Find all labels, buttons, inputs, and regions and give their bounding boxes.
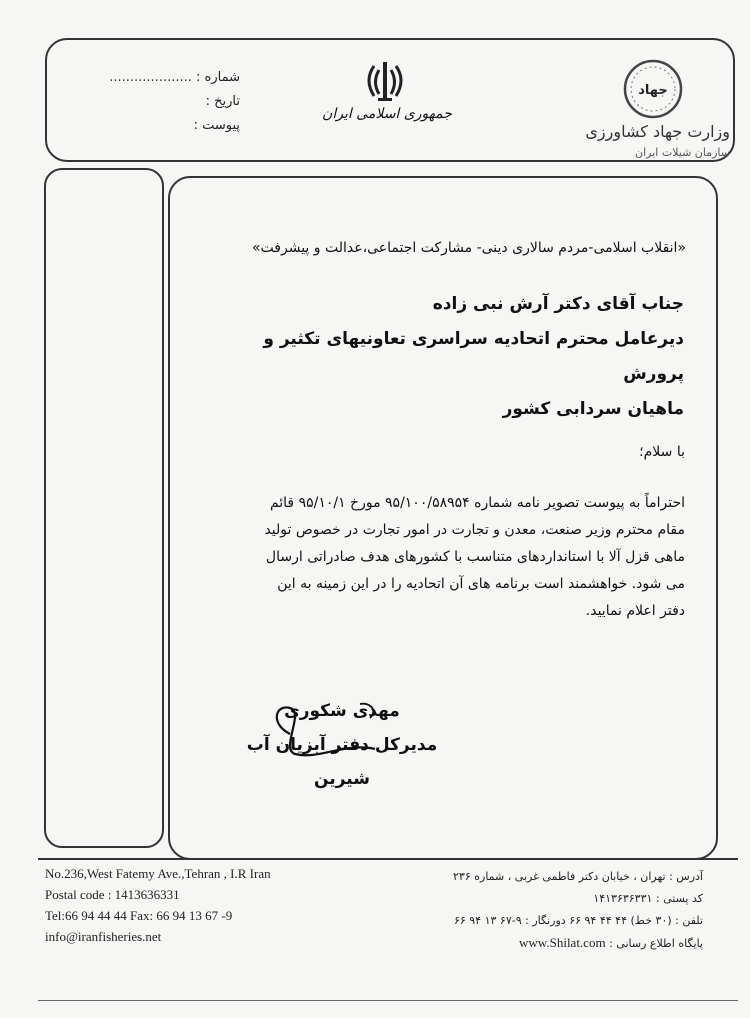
iran-emblem-icon xyxy=(360,58,410,102)
organization-name: سازمان شیلات ایران xyxy=(635,146,730,159)
footer-postal-fa: کد پستی : ۱۴۱۳۶۳۶۳۳۱ xyxy=(593,892,703,905)
footer-website-row: پایگاه اطلاع رسانی : www.Shilat.com xyxy=(519,935,703,950)
website-link[interactable]: www.Shilat.com xyxy=(519,935,606,950)
handwritten-signature-icon xyxy=(250,694,400,764)
letter-body xyxy=(205,490,685,625)
footer-contact-en xyxy=(45,863,335,947)
recipient-title: دیرعامل محترم اتحادیه سراسری تعاونیهای تکثیر و پرورش xyxy=(263,329,684,384)
footer-divider xyxy=(38,858,738,860)
recipient-name: جناب آقای دکتر آرش نبی زاده xyxy=(432,294,684,314)
recipient-block xyxy=(222,287,684,427)
footer-email[interactable]: info@iranfisheries.net xyxy=(45,929,162,944)
ministry-name: وزارت جهاد کشاورزی xyxy=(585,122,730,141)
body-line: احتراماً به پیوست تصویر نامه شماره ۹۵/۱۰۰/۵۸۹۵۴ مورخ ۹۵/۱۰/۱ قائم xyxy=(269,495,685,511)
svg-text:جهاد: جهاد xyxy=(638,83,668,98)
republic-title: جمهوری اسلامی ایران xyxy=(322,106,452,122)
body-line: دفتر اعلام نمایید. xyxy=(585,603,685,619)
greeting: با سلام؛ xyxy=(639,444,685,460)
date-label: تاریخ : xyxy=(205,94,240,109)
attachment-label: پیوست : xyxy=(193,118,240,133)
body-line: مقام محترم وزیر صنعت، معدن و تجارت در امور تجارت در خصوص تولید xyxy=(264,522,685,538)
number-field: شماره : .................... xyxy=(109,70,240,85)
footer-bottom-divider xyxy=(38,1000,738,1001)
recipient-title-cont: ماهیان سردابی کشور xyxy=(502,399,684,419)
footer-contact-fa xyxy=(335,866,703,955)
footer-phone-fa: تلفن : (۳۰ خط) ۴۴ ۴۴ ۹۴ ۶۶ دورنگار : ۹-۶۷ ۱۳ ۹۴ ۶۶ xyxy=(453,914,703,927)
footer-address-en: No.236,West Fatemy Ave.,Tehran , I.R Iran xyxy=(45,866,271,881)
signer-name: مهدی شکوری xyxy=(284,701,400,721)
body-line: ماهی قزل آلا با استانداردهای متناسب با کشورهای هدف صادراتی ارسال xyxy=(265,549,685,565)
body-line: می شود. خواهشمند است برنامه های آن اتحادیه را در این زمینه به این xyxy=(277,576,685,592)
agriculture-ministry-logo-icon xyxy=(622,58,684,120)
margin-frame xyxy=(44,168,164,848)
slogan: «انقلاب اسلامی-مردم سالاری دینی- مشارکت اجتماعی،عدالت و پیشرفت» xyxy=(251,240,686,256)
footer-postal-en: Postal code : 1413636331 xyxy=(45,887,180,902)
footer-phone-en: Tel:66 94 44 44 Fax: 66 94 13 67 -9 xyxy=(45,908,233,923)
signer-title: مدیرکل دفتر آبزیان آب شیرین xyxy=(246,735,438,789)
letter-meta xyxy=(80,66,240,138)
footer-address-fa: آدرس : تهران ، خیابان دکتر فاطمی غربی ، شماره ۲۳۶ xyxy=(453,870,703,883)
